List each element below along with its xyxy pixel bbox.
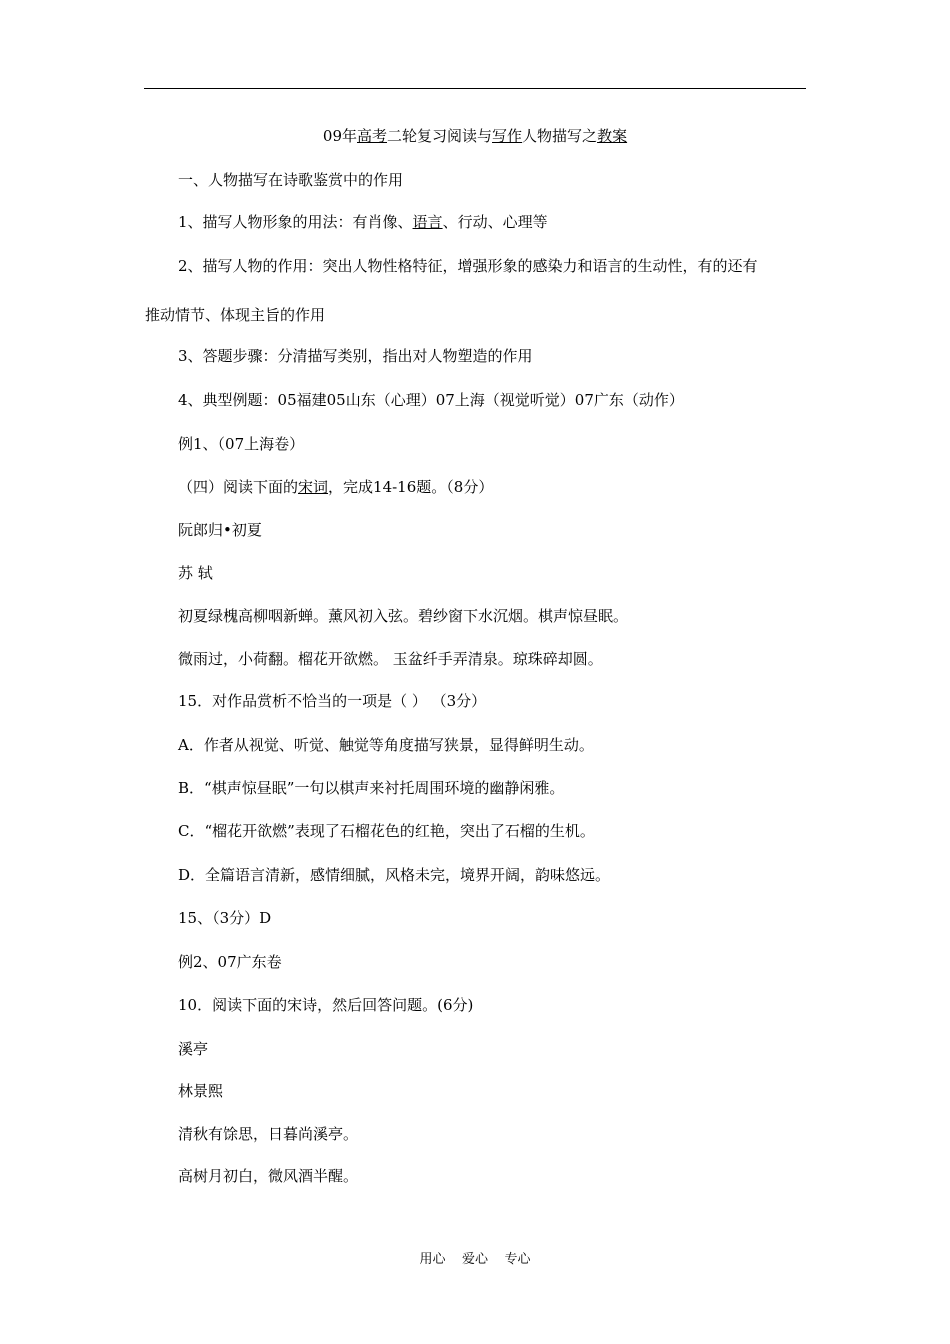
title-link-jiaoan[interactable]: 教案 xyxy=(597,127,628,145)
list-item-2-line1: 2、描写人物的作用：突出人物性格特征，增强形象的感染力和语言的生动性，有的还有 xyxy=(178,257,758,275)
title-part: 二轮复习阅读与 xyxy=(387,127,493,145)
document-title xyxy=(0,126,950,146)
item-text: 、行动、心理等 xyxy=(442,213,548,231)
poem-2-author: 林景熙 xyxy=(178,1082,224,1100)
item-text: 1、描写人物形象的用法：有肖像、 xyxy=(178,213,413,231)
answer-15: 15、（3分）D xyxy=(178,909,272,927)
link-yuyan[interactable]: 语言 xyxy=(412,213,443,231)
prompt-text: （四）阅读下面的 xyxy=(178,478,299,496)
example-2-prompt: 10．阅读下面的宋诗，然后回答问题。(6分) xyxy=(178,996,474,1014)
list-item-1 xyxy=(178,212,548,232)
question-15: 15．对作品赏析不恰当的一项是（ ） （3分） xyxy=(178,692,487,710)
page-footer: 用心 爱心 专心 xyxy=(419,1252,531,1267)
option-c: C．“榴花开欲燃”表现了石榴花色的红艳，突出了石榴的生机。 xyxy=(178,822,595,840)
poem-2-title: 溪亭 xyxy=(178,1040,209,1058)
example-1-label: 例1、（07上海卷） xyxy=(178,435,305,453)
link-songci[interactable]: 宋词 xyxy=(298,478,329,496)
poem-1-author: 苏 轼 xyxy=(178,564,213,582)
title-part: 人物描写之 xyxy=(522,127,598,145)
example-2-label: 例2、07广东卷 xyxy=(178,953,282,971)
poem-1-line-2: 微雨过，小荷翻。榴花开欲燃。 玉盆纤手弄清泉。琼珠碎却圆。 xyxy=(178,650,603,668)
poem-1-line-1: 初夏绿槐高柳咽新蝉。薰风初入弦。碧纱窗下水沉烟。棋声惊昼眠。 xyxy=(178,607,629,625)
header-rule xyxy=(144,88,806,89)
example-1-prompt xyxy=(178,477,493,497)
list-item-2-line2: 推动情节、体现主旨的作用 xyxy=(145,306,326,324)
option-d: D．全篇语言清新，感情细腻，风格未完，境界开阔，韵味悠远。 xyxy=(178,866,611,884)
section-heading: 一、人物描写在诗歌鉴赏中的作用 xyxy=(178,171,404,189)
poem-2-line-1: 清秋有馀思，日暮尚溪亭。 xyxy=(178,1125,359,1143)
title-link-xiezuo[interactable]: 写作 xyxy=(492,127,523,145)
title-link-gaokao[interactable]: 高考 xyxy=(357,127,388,145)
poem-2-line-2: 高树月初白，微风酒半醒。 xyxy=(178,1167,359,1185)
option-b: B．“棋声惊昼眠”一句以棋声来衬托周围环境的幽静闲雅。 xyxy=(178,779,565,797)
title-part: 09年 xyxy=(322,127,357,145)
list-item-4: 4、典型例题：05福建05山东（心理）07上海（视觉听觉）07广东（动作） xyxy=(178,391,684,409)
poem-1-title: 阮郎归•初夏 xyxy=(178,521,262,539)
list-item-3: 3、答题步骤：分清描写类别，指出对人物塑造的作用 xyxy=(178,347,533,365)
prompt-text: ，完成14-16题。（8分） xyxy=(328,478,494,496)
option-a: A．作者从视觉、听觉、触觉等角度描写狭景，显得鲜明生动。 xyxy=(178,736,594,754)
